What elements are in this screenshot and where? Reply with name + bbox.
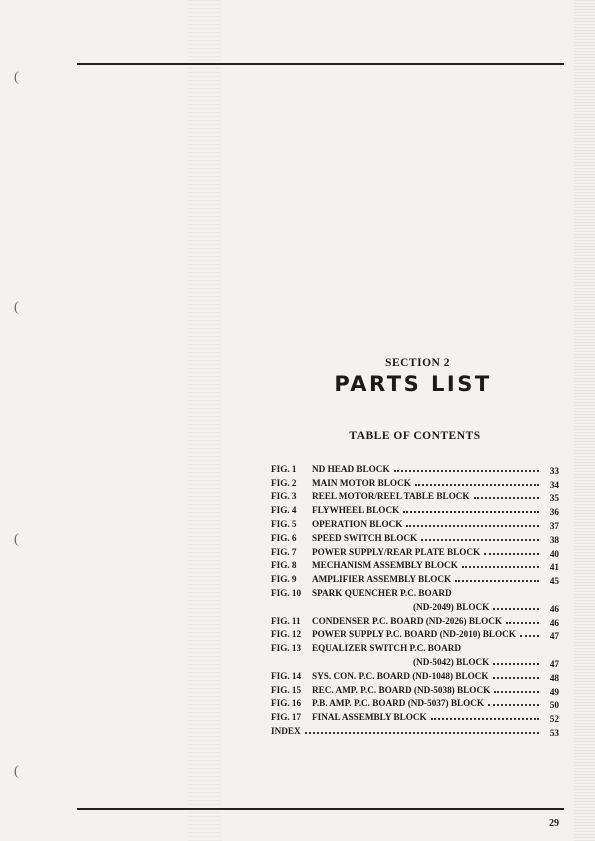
figure-number: FIG. 5	[271, 518, 297, 529]
toc-entry	[271, 474, 559, 488]
toc-entry-continuation	[271, 653, 559, 667]
figure-number: FIG. 4	[271, 505, 297, 516]
figure-number: FIG. 16	[271, 698, 302, 709]
figure-number: FIG. 10	[271, 587, 302, 598]
toc-entry-index	[271, 722, 559, 736]
toc-entry	[271, 488, 559, 502]
bottom-rule	[77, 808, 564, 810]
leader-dots	[305, 732, 539, 734]
entry-label-continuation: (ND-2049) BLOCK	[413, 601, 490, 612]
figure-number: FIG. 15	[271, 684, 302, 695]
leader-dots	[488, 704, 539, 706]
figure-number: FIG. 13	[271, 643, 302, 654]
entry-label: ND HEAD BLOCK	[312, 463, 390, 474]
figure-number: FIG. 6	[271, 532, 297, 543]
entry-page: 49	[549, 686, 559, 697]
leader-dots	[415, 484, 539, 486]
toc-entry	[271, 708, 559, 725]
entry-page: 50	[549, 700, 559, 711]
entry-page: 47	[549, 658, 559, 669]
entry-label-continuation: (ND-5042) BLOCK	[413, 656, 490, 667]
toc-entry	[271, 501, 559, 518]
leader-dots	[494, 691, 539, 693]
page-number: 29	[549, 818, 559, 829]
entry-label: SYS. CON. P.C. BOARD (ND-1048) BLOCK	[312, 670, 489, 681]
figure-number: FIG. 1	[271, 463, 297, 474]
leader-dots	[520, 635, 539, 637]
entry-label: INDEX	[271, 725, 301, 736]
entry-label: FINAL ASSEMBLY BLOCK	[312, 712, 427, 723]
figure-number: FIG. 17	[271, 712, 302, 723]
leader-dots	[455, 580, 539, 582]
leader-dots	[403, 511, 539, 513]
binding-mark: (	[14, 764, 19, 779]
figure-number: FIG. 3	[271, 491, 297, 502]
leader-dots	[394, 470, 539, 472]
scan-shadow-center	[188, 0, 222, 841]
toc-entry	[271, 570, 559, 587]
toc-entry	[271, 612, 559, 626]
leader-dots	[493, 663, 539, 665]
top-rule	[77, 63, 564, 65]
leader-dots	[462, 566, 539, 568]
entry-page: 38	[549, 534, 559, 545]
toc-entry	[271, 626, 559, 640]
figure-number: FIG. 11	[271, 615, 301, 626]
binding-mark: (	[14, 532, 19, 547]
entry-label: SPARK QUENCHER P.C. BOARD	[312, 587, 452, 598]
toc-entry	[271, 584, 559, 598]
entry-page: 35	[549, 493, 559, 504]
entry-page: 45	[549, 576, 559, 587]
entry-page: 48	[549, 672, 559, 683]
toc-entry	[271, 557, 559, 571]
entry-label: MAIN MOTOR BLOCK	[312, 477, 411, 488]
entry-page: 34	[549, 479, 559, 490]
toc-entry	[271, 515, 559, 529]
toc-entry	[271, 529, 559, 543]
entry-page: 46	[549, 617, 559, 628]
page-title: PARTS LIST	[334, 372, 492, 396]
toc-entry	[271, 695, 559, 709]
entry-label: EQUALIZER SWITCH P.C. BOARD	[312, 643, 461, 654]
leader-dots	[474, 497, 539, 499]
table-of-contents	[271, 460, 559, 736]
leader-dots	[406, 525, 539, 527]
section-label: SECTION 2	[385, 357, 450, 369]
leader-dots	[493, 608, 539, 610]
entry-label: POWER SUPPLY P.C. BOARD (ND-2010) BLOCK	[312, 629, 516, 640]
entry-label: OPERATION BLOCK	[312, 518, 403, 529]
toc-heading: TABLE OF CONTENTS	[349, 430, 481, 442]
entry-label: CONDENSER P.C. BOARD (ND-2026) BLOCK	[312, 615, 503, 626]
figure-number: FIG. 8	[271, 560, 297, 571]
toc-entry-continuation	[271, 598, 559, 612]
figure-number: FIG. 9	[271, 574, 297, 585]
entry-label: SPEED SWITCH BLOCK	[312, 532, 418, 543]
binding-mark: (	[14, 70, 19, 85]
entry-label: REEL MOTOR/REEL TABLE BLOCK	[312, 491, 470, 502]
entry-page: 37	[549, 520, 559, 531]
figure-number: FIG. 12	[271, 629, 302, 640]
toc-entry	[271, 460, 559, 474]
figure-number: FIG. 14	[271, 670, 302, 681]
leader-dots	[484, 553, 539, 555]
entry-label: REC. AMP. P.C. BOARD (ND-5038) BLOCK	[312, 684, 491, 695]
toc-entry	[271, 667, 559, 681]
entry-page: 40	[549, 548, 559, 559]
entry-label: POWER SUPPLY/REAR PLATE BLOCK	[312, 546, 481, 557]
entry-page: 41	[549, 562, 559, 573]
leader-dots	[506, 622, 539, 624]
leader-dots	[421, 539, 539, 541]
entry-page: 33	[549, 465, 559, 476]
toc-entry	[271, 639, 559, 653]
scan-shadow-right	[574, 0, 595, 841]
entry-page: 46	[549, 603, 559, 614]
figure-number: FIG. 7	[271, 546, 297, 557]
entry-page: 47	[549, 631, 559, 642]
entry-label: FLYWHEEL BLOCK	[312, 505, 400, 516]
entry-label: P.B. AMP. P.C. BOARD (ND-5037) BLOCK	[312, 698, 485, 709]
entry-label: MECHANISM ASSEMBLY BLOCK	[312, 560, 458, 571]
figure-number: FIG. 2	[271, 477, 297, 488]
toc-entry	[271, 681, 559, 695]
entry-page: 36	[549, 507, 559, 518]
entry-page: 52	[549, 714, 559, 725]
leader-dots	[493, 677, 539, 679]
entry-page: 53	[549, 727, 559, 738]
binding-mark: (	[14, 300, 19, 315]
toc-entry	[271, 543, 559, 557]
entry-label: AMPLIFIER ASSEMBLY BLOCK	[312, 574, 452, 585]
leader-dots	[431, 718, 539, 720]
